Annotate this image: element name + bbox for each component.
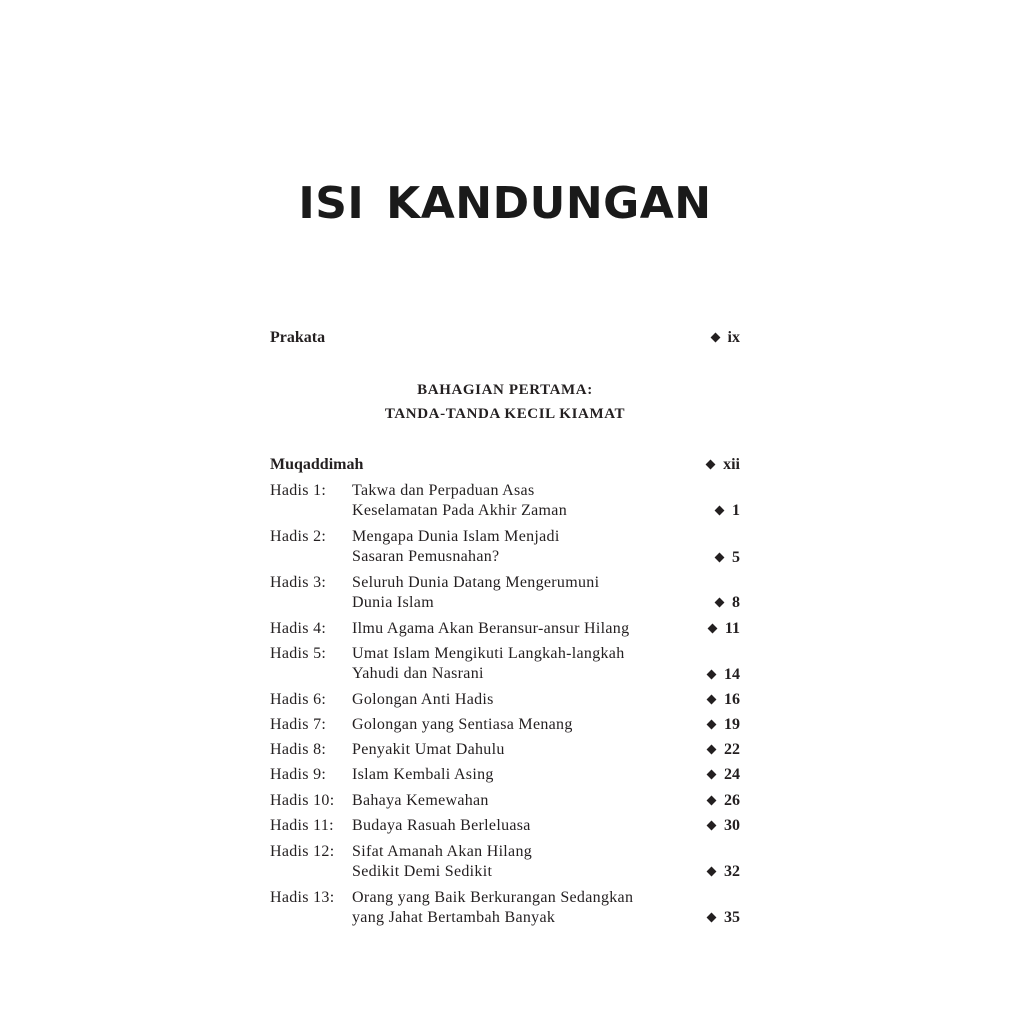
- page-title: ISI KANDUNGAN: [298, 178, 712, 229]
- hadis-title-line1: Orang yang Baik Berkurangan Sedangkan: [352, 889, 634, 906]
- hadis-title-line1: Ilmu Agama Akan Beransur-ansur Hilang: [352, 620, 630, 637]
- hadis-label: Hadis 9:: [270, 766, 327, 783]
- diamond-bullet-icon: [710, 333, 720, 343]
- page-ref: [708, 665, 740, 685]
- diamond-bullet-icon: [707, 670, 717, 680]
- hadis-title-line2: Yahudi dan Nasrani: [352, 665, 484, 682]
- page-ref: [712, 328, 740, 348]
- page-number: 19: [724, 716, 740, 733]
- hadis-title-line1: Bahaya Kemewahan: [352, 792, 489, 809]
- page-ref: [708, 908, 740, 928]
- page-ref: [708, 765, 740, 785]
- hadis-label: Hadis 10:: [270, 792, 335, 809]
- page-number: 1: [732, 502, 740, 519]
- page-ref: [707, 455, 740, 475]
- hadis-title-line2: Sedikit Demi Sedikit: [352, 863, 493, 880]
- hadis-title-line1: Umat Islam Mengikuti Langkah-langkah: [352, 645, 625, 662]
- hadis-title-line1: Takwa dan Perpaduan Asas: [352, 482, 535, 499]
- page-ref: [716, 548, 740, 568]
- hadis-label: Hadis 5:: [270, 645, 327, 662]
- page-number: 16: [724, 691, 740, 708]
- hadis-label: Hadis 1:: [270, 482, 327, 499]
- page-ref: [716, 593, 740, 613]
- hadis-label: Hadis 3:: [270, 574, 327, 591]
- diamond-bullet-icon: [707, 821, 717, 831]
- page-ref: [708, 791, 740, 811]
- diamond-bullet-icon: [715, 553, 725, 563]
- page-number: xii: [723, 456, 740, 473]
- page-ref: [709, 619, 740, 639]
- diamond-bullet-icon: [707, 770, 717, 780]
- hadis-label: Hadis 6:: [270, 691, 327, 708]
- hadis-title-line2: Dunia Islam: [352, 594, 434, 611]
- diamond-bullet-icon: [707, 745, 717, 755]
- hadis-title-line1: Sifat Amanah Akan Hilang: [352, 843, 533, 860]
- hadis-title-line1: Islam Kembali Asing: [352, 766, 494, 783]
- entry-title: Muqaddimah: [270, 456, 364, 473]
- page-number: 11: [724, 620, 740, 637]
- page-ref: [708, 690, 740, 710]
- diamond-bullet-icon: [707, 913, 717, 923]
- page-number: ix: [727, 329, 740, 346]
- diamond-bullet-icon: [715, 506, 725, 516]
- section-heading-line1: BAHAGIAN PERTAMA:: [417, 382, 593, 398]
- hadis-title-line2: Sasaran Pemusnahan?: [352, 548, 500, 565]
- entry-title: Prakata: [270, 329, 326, 346]
- page-ref: [708, 816, 740, 836]
- hadis-title-line1: Penyakit Umat Dahulu: [352, 741, 505, 758]
- diamond-bullet-icon: [707, 695, 717, 705]
- hadis-title-line2: yang Jahat Bertambah Banyak: [352, 909, 556, 926]
- page-ref: [708, 740, 740, 760]
- page-number: 26: [724, 792, 740, 809]
- hadis-label: Hadis 7:: [270, 716, 327, 733]
- diamond-bullet-icon: [707, 867, 717, 877]
- hadis-title-line1: Mengapa Dunia Islam Menjadi: [352, 528, 560, 545]
- diamond-bullet-icon: [706, 460, 716, 470]
- hadis-title-line1: Golongan yang Sentiasa Menang: [352, 716, 573, 733]
- page-number: 24: [724, 766, 740, 783]
- hadis-label: Hadis 13:: [270, 889, 335, 906]
- diamond-bullet-icon: [707, 720, 717, 730]
- page-number: 8: [732, 594, 740, 611]
- page-ref: [708, 862, 740, 882]
- page-ref: [708, 715, 740, 735]
- section-heading-line2: TANDA-TANDA KECIL KIAMAT: [384, 406, 626, 422]
- page-number: 30: [724, 817, 740, 834]
- page-number: 35: [724, 909, 740, 926]
- page-number: 14: [724, 666, 740, 683]
- hadis-title-line1: Seluruh Dunia Datang Mengerumuni: [352, 574, 600, 591]
- diamond-bullet-icon: [707, 624, 717, 634]
- page-number: 22: [724, 741, 740, 758]
- hadis-label: Hadis 11:: [270, 817, 334, 834]
- hadis-label: Hadis 2:: [270, 528, 327, 545]
- hadis-label: Hadis 4:: [270, 620, 327, 637]
- hadis-title-line1: Golongan Anti Hadis: [352, 691, 494, 708]
- hadis-title-line2: Keselamatan Pada Akhir Zaman: [352, 502, 567, 519]
- diamond-bullet-icon: [715, 598, 725, 608]
- page-number: 5: [732, 549, 740, 566]
- hadis-label: Hadis 12:: [270, 843, 335, 860]
- page-ref: [716, 501, 740, 521]
- hadis-title-line1: Budaya Rasuah Berleluasa: [352, 817, 531, 834]
- page-number: 32: [724, 863, 740, 880]
- diamond-bullet-icon: [707, 796, 717, 806]
- hadis-label: Hadis 8:: [270, 741, 327, 758]
